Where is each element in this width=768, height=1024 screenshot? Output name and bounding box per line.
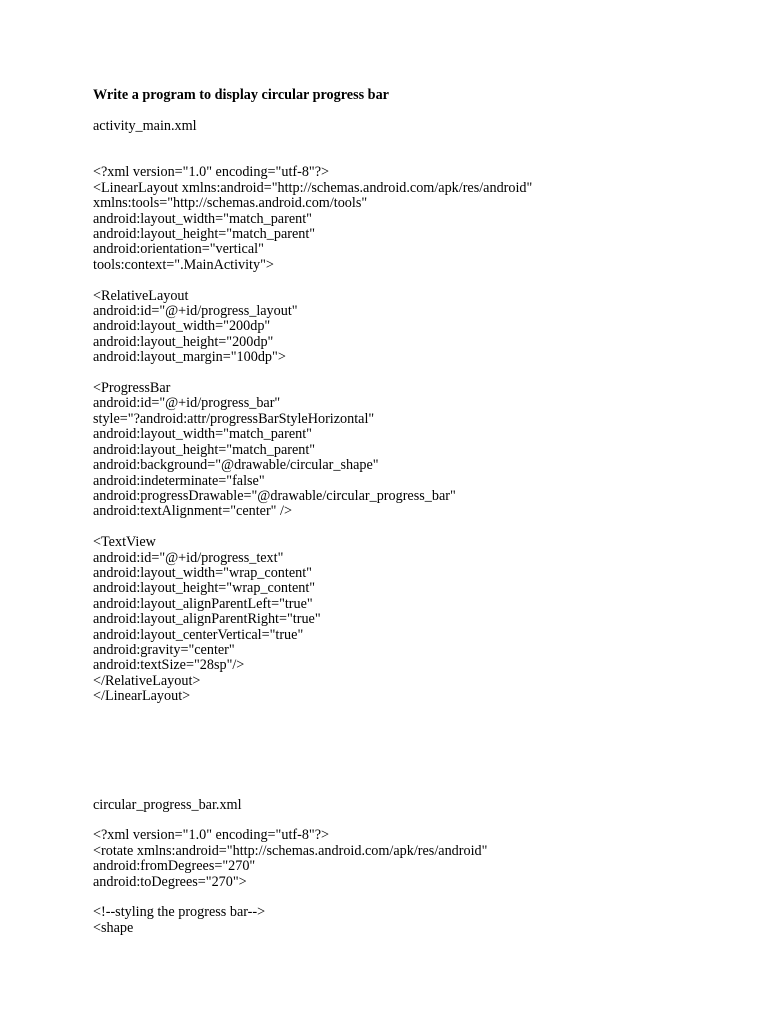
- code-line: style="?android:attr/progressBarStyleHorizontal": [93, 410, 375, 427]
- blank-line: [93, 366, 733, 381]
- code-line: android:toDegrees="270">: [93, 873, 247, 890]
- blank-line: [93, 890, 733, 905]
- code-line: tools:context=".MainActivity">: [93, 256, 274, 273]
- code-line: android:layout_height="200dp": [93, 333, 274, 350]
- code-line: android:background="@drawable/circular_shape": [93, 457, 379, 474]
- code-line: <?xml version="1.0" encoding="utf-8"?>: [93, 827, 330, 844]
- code-line: android:fromDegrees="270": [93, 858, 256, 875]
- code-line: <!--styling the progress bar-->: [93, 904, 266, 921]
- code-line: android:layout_width="match_parent": [93, 210, 312, 227]
- code-line: <ProgressBar: [93, 380, 171, 397]
- code-line: <TextView: [93, 534, 156, 551]
- code-line: android:layout_height="match_parent": [93, 226, 316, 243]
- code-line: android:id="@+id/progress_bar": [93, 395, 281, 412]
- code-line: android:layout_alignParentRight="true": [93, 611, 321, 628]
- code-line: android:id="@+id/progress_text": [93, 549, 284, 566]
- code-line: android:layout_width="wrap_content": [93, 564, 312, 581]
- code-line: android:orientation="vertical": [93, 241, 264, 258]
- blank-line: [93, 520, 733, 535]
- code-line: android:layout_margin="100dp">: [93, 349, 286, 366]
- code-line: android:id="@+id/progress_layout": [93, 303, 298, 320]
- file-name-circular-progress-bar: circular_progress_bar.xml: [93, 796, 242, 813]
- code-line: android:gravity="center": [93, 641, 235, 658]
- code-line: <RelativeLayout: [93, 287, 189, 304]
- spacer: [93, 705, 733, 798]
- document-title: Write a program to display circular progress bar: [93, 87, 389, 103]
- code-line: <?xml version="1.0" encoding="utf-8"?>: [93, 164, 330, 181]
- code-line: android:layout_height="wrap_content": [93, 580, 316, 597]
- document-page: [93, 86, 733, 936]
- code-line: <rotate xmlns:android="http://schemas.android.com/apk/res/android": [93, 842, 488, 859]
- code-line: android:progressDrawable="@drawable/circular_progress_bar": [93, 487, 456, 504]
- code-block-circular-progress-bar: [93, 828, 733, 936]
- spacer: [93, 134, 733, 165]
- code-line: </RelativeLayout>: [93, 672, 201, 689]
- code-line: android:layout_height="match_parent": [93, 441, 316, 458]
- file-name-activity-main: activity_main.xml: [93, 118, 197, 134]
- code-line: android:textAlignment="center" />: [93, 503, 292, 520]
- code-line: <shape: [93, 919, 134, 936]
- code-line: android:layout_width="match_parent": [93, 426, 312, 443]
- blank-line: [93, 273, 733, 288]
- code-line: android:textSize="28sp"/>: [93, 657, 245, 674]
- spacer: [93, 104, 733, 119]
- spacer: [93, 813, 733, 828]
- code-block-activity-main: [93, 165, 733, 704]
- code-line: <LinearLayout xmlns:android="http://schemas.android.com/apk/res/android": [93, 179, 533, 196]
- code-line: android:indeterminate="false": [93, 472, 265, 489]
- code-line: </LinearLayout>: [93, 688, 191, 705]
- code-line: android:layout_width="200dp": [93, 318, 271, 335]
- code-line: android:layout_alignParentLeft="true": [93, 595, 313, 612]
- code-line: android:layout_centerVertical="true": [93, 626, 304, 643]
- code-line: xmlns:tools="http://schemas.android.com/tools": [93, 195, 368, 212]
